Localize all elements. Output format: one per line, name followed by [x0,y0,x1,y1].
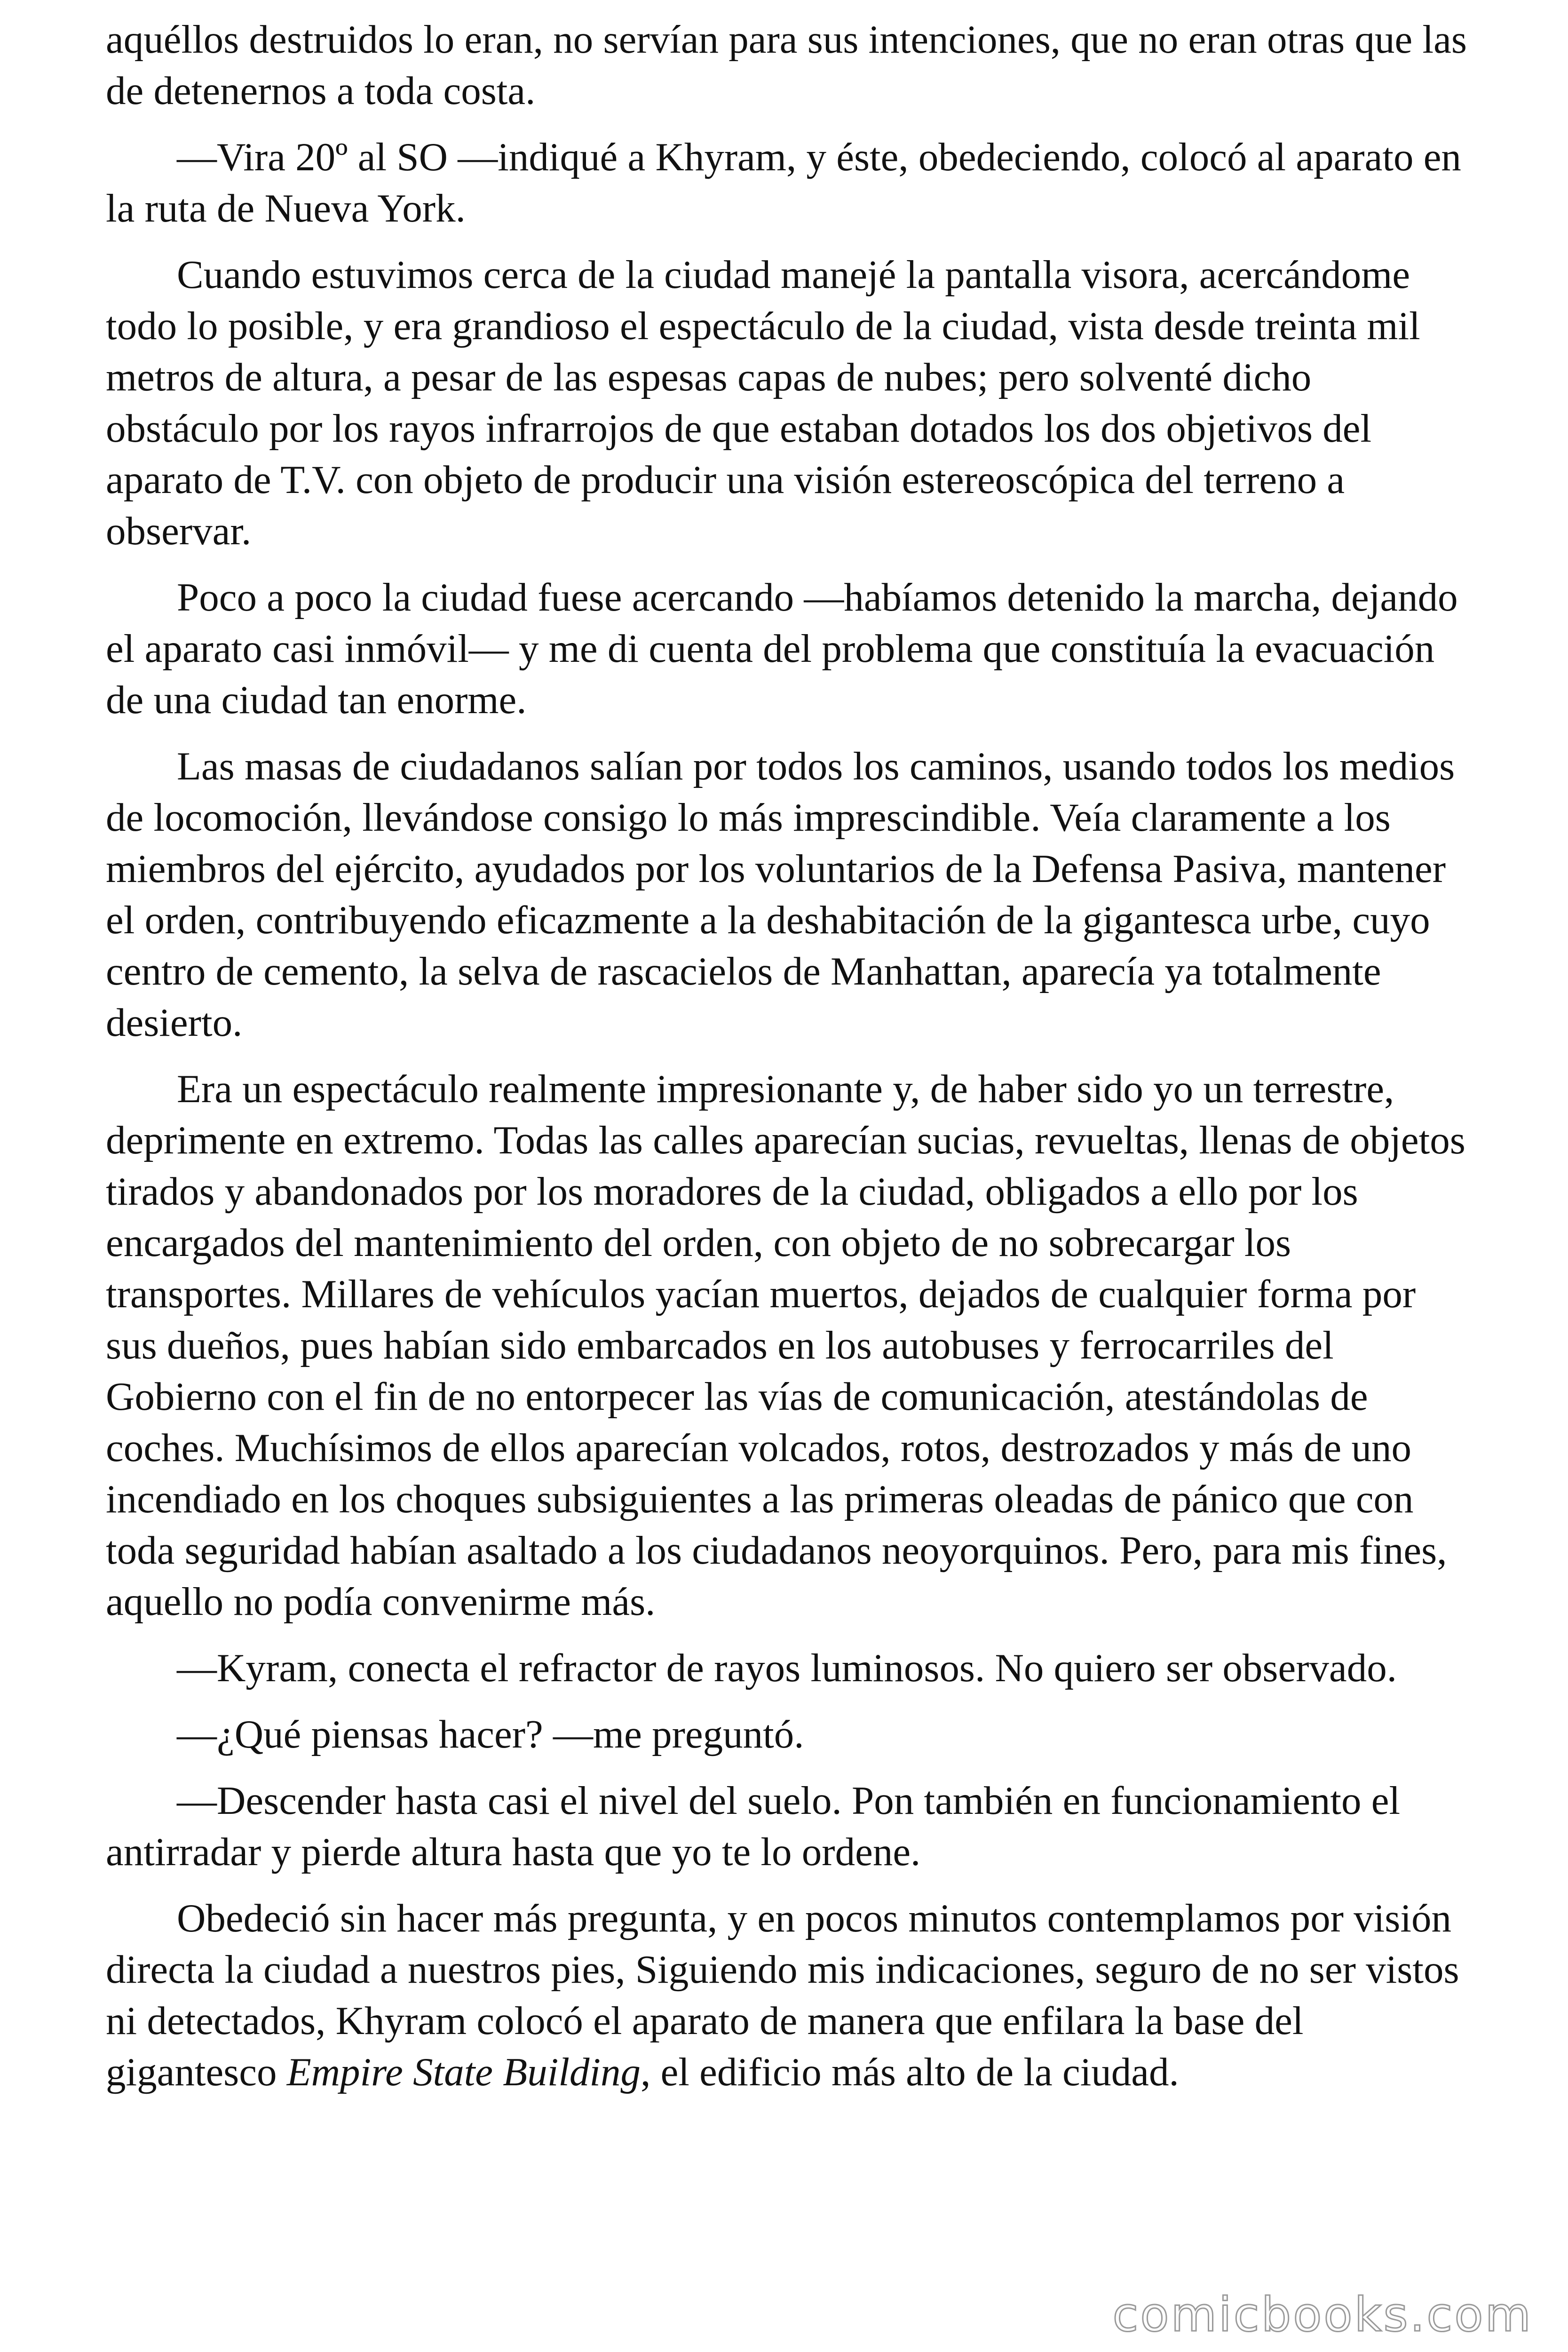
paragraph-6: Era un espectáculo realmente impresionante y, de haber sido yo un terrestre, deprimente en extremo. Todas las calles aparecían sucias, revueltas, llenas de objetos tirados y abandonados por los moradores de la ciudad, obligados a ello por los encargados del mantenimiento del orden, con objeto de no sobrecargar los transportes. Millares de vehículos yacían muertos, dejados de cualquier forma por sus dueños, pues habían sido embarcados en los autobuses y ferrocarriles del Gobierno con el fin de no entorpecer las vías de comunicación, atestándolas de coches. Muchísimos de ellos aparecían volcados, rotos, destrozados y más de uno incendiado en los choques subsiguientes a las primeras oleadas de pánico que con toda seguridad habían asaltado a los ciudadanos neoyorquinos. Pero, para mis fines, aquello no podía convenirme más. [106,1067,1465,1624]
paragraph-5: Las masas de ciudadanos salían por todos los caminos, usando todos los medios de locomoción, llevándose consigo lo más imprescindible. Veía claramente a los miembros del ejército, ayudados por los voluntarios de la Defensa Pasiva, mantener el orden, contribuyendo eficazmente a la deshabitación de la gigantesca urbe, cuyo centro de cemento, la selva de rascacielos de Manhattan, aparecía ya totalmente desierto. [106,744,1455,1045]
book-page [106,14,1470,2113]
paragraph-9: —Descender hasta casi el nivel del suelo. Pon también en funcionamiento el antirradar y pierde altura hasta que yo te lo ordene. [106,1779,1401,1874]
paragraph-2: —Vira 20º al SO —indiqué a Khyram, y éste, obedeciendo, colocó al aparato en la ruta de Nueva York. [106,135,1461,230]
paragraph-10 [106,1893,1470,2098]
paragraph-3: Cuando estuvimos cerca de la ciudad manejé la pantalla visora, acercándome todo lo posible, y era grandioso el espectáculo de la ciudad, vista desde treinta mil metros de altura, a pesar de las espesas capas de nubes; pero solventé dicho obstáculo por los rayos infrarrojos de que estaban dotados los dos objetivos del aparato de T.V. con objeto de producir una visión estereoscópica del terreno a observar. [106,253,1420,553]
paragraph-7: —Kyram, conecta el refractor de rayos luminosos. No quiero ser observado. [177,1646,1397,1690]
paragraph-1: aquéllos destruidos lo eran, no servían para sus intenciones, que no eran otras que las de detenernos a toda costa. [106,17,1467,113]
paragraph-10-after: , el edificio más alto de la ciudad. [641,2050,1179,2094]
paragraph-8: —¿Qué piensas hacer? —me preguntó. [177,1712,804,1756]
watermark: comicbooks.com [1112,2287,1533,2342]
paragraph-10-italic: Empire State Building [286,2050,641,2094]
paragraph-4: Poco a poco la ciudad fuese acercando —habíamos detenido la marcha, dejando el aparato casi inmóvil— y me di cuenta del problema que constituía la evacuación de una ciudad tan enorme. [106,575,1458,722]
paragraph-10-before: Obedeció sin hacer más pregunta, y en pocos minutos contemplamos por visión directa la ciudad a nuestros pies, Siguiendo mis indicaciones, seguro de no ser vistos ni detectados, Khyram colocó el aparato de manera que enfilara la base del gigantesco [106,1896,1459,2094]
